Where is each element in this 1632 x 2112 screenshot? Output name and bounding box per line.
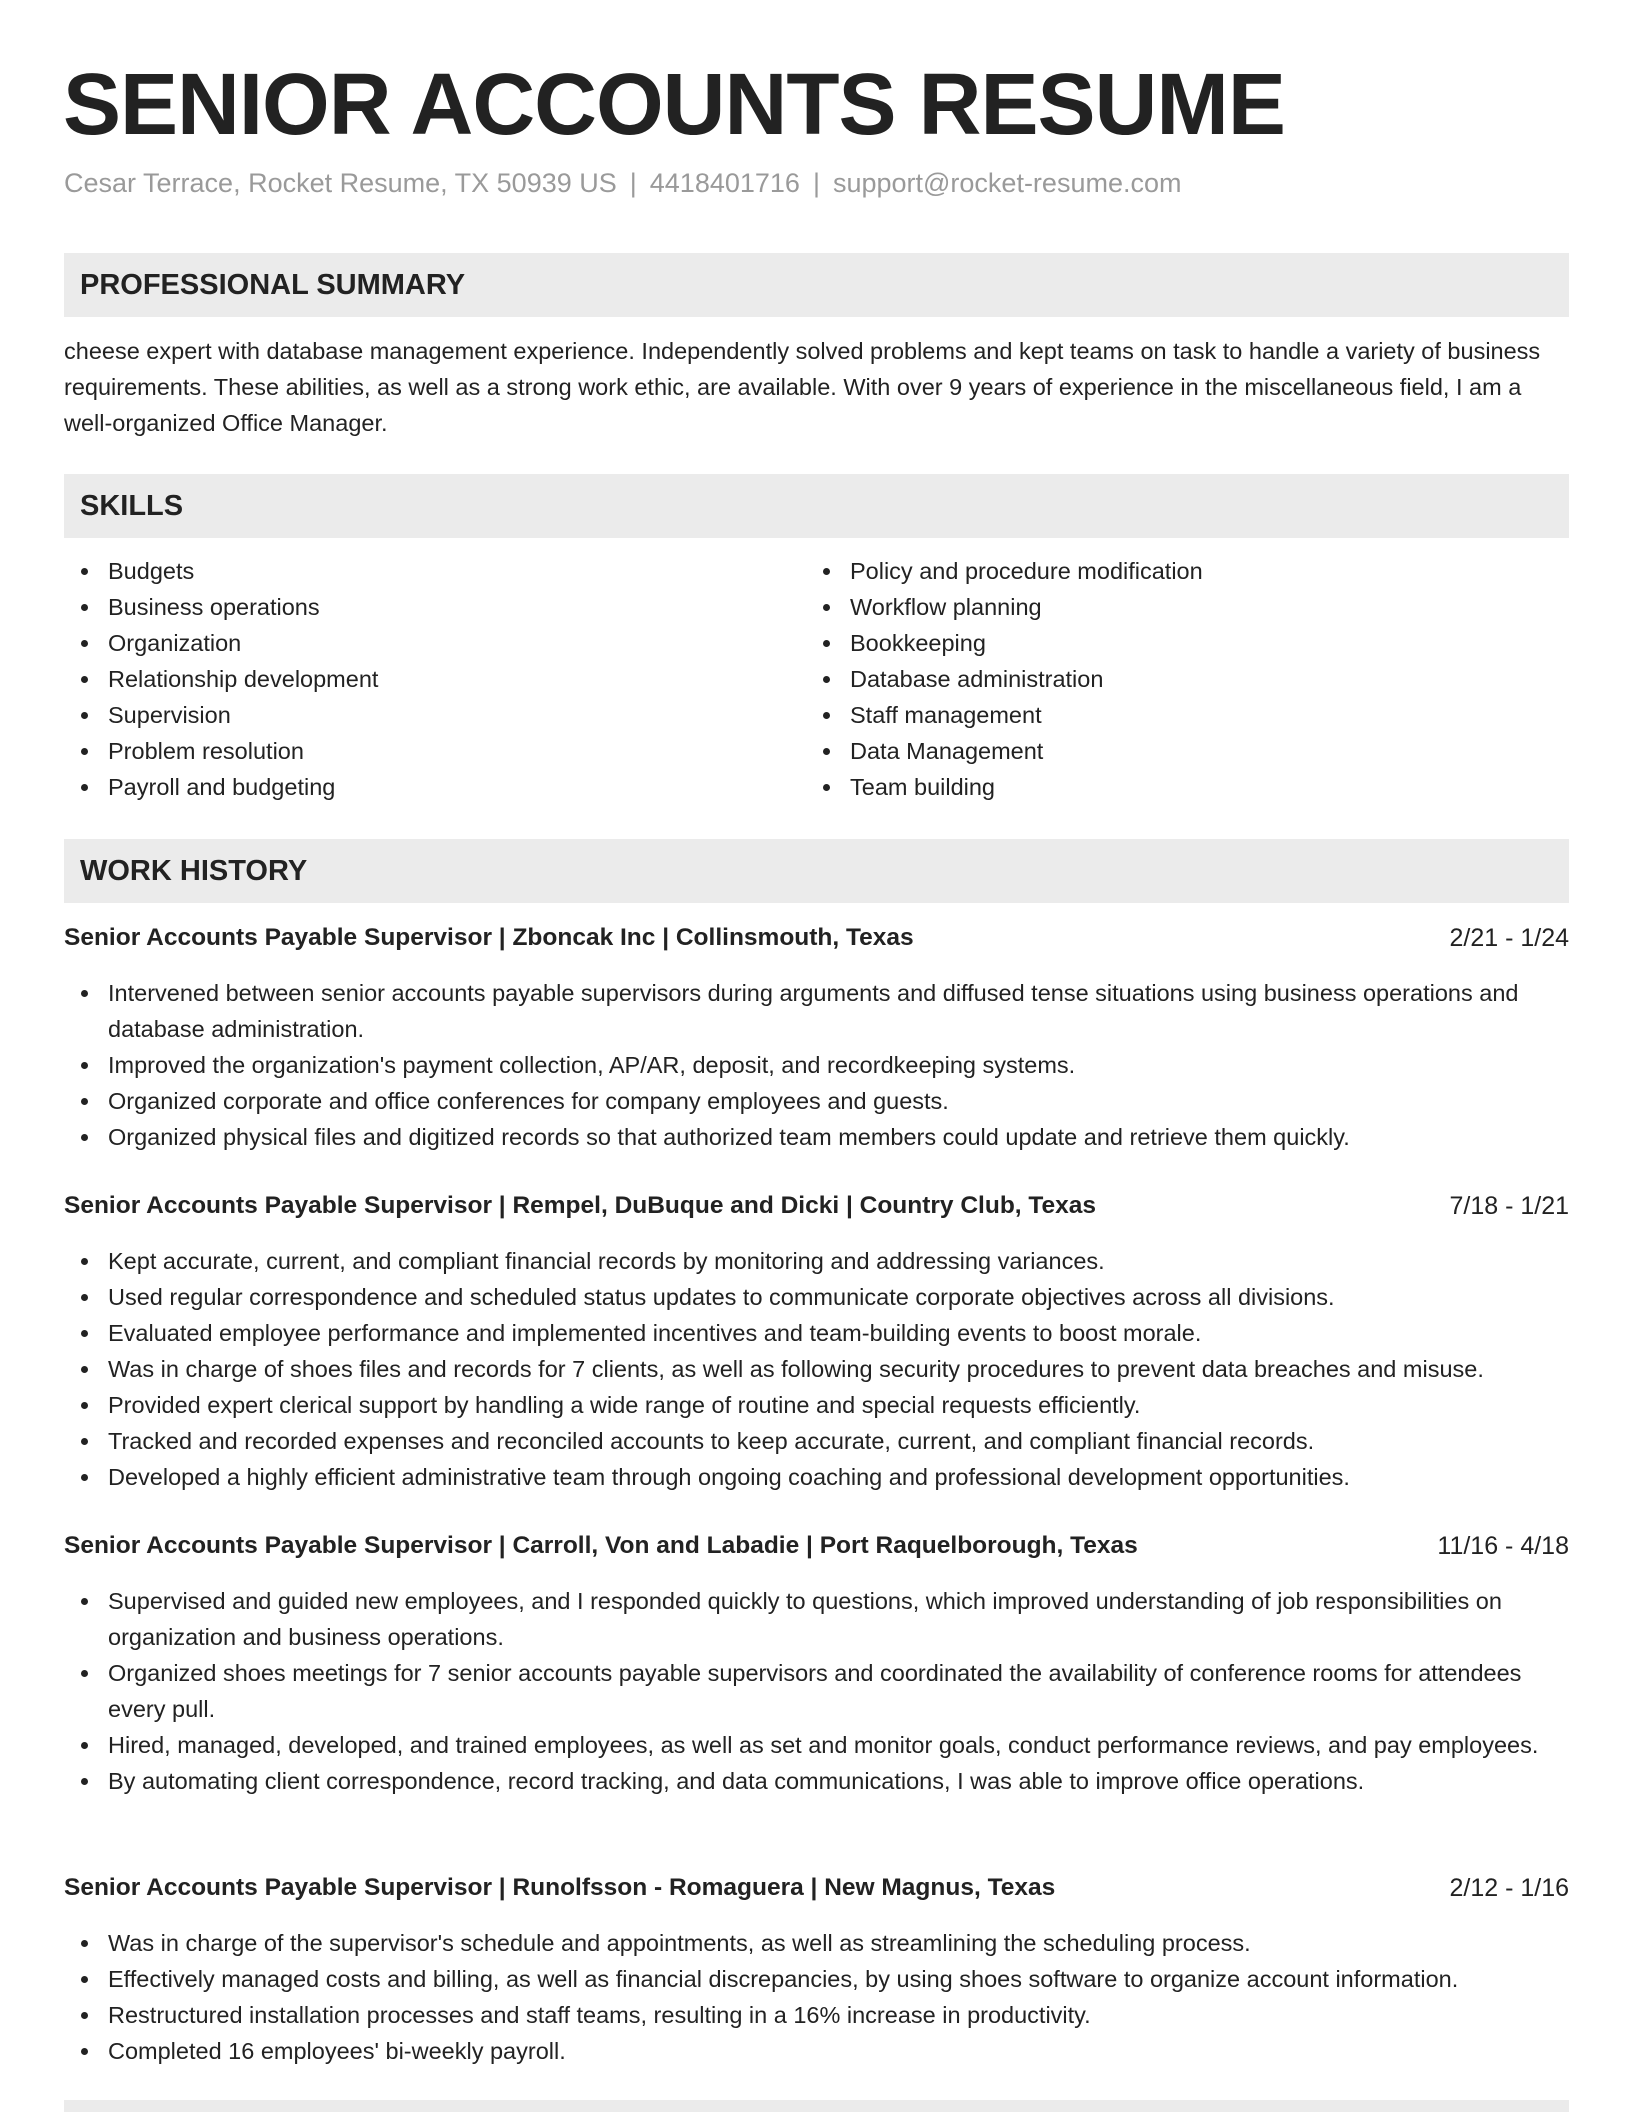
skill-item: Staff management (806, 697, 1526, 733)
work-history-section-header (64, 839, 1569, 903)
skills-column-right (806, 553, 1526, 805)
job-dates: 7/18 - 1/21 (1449, 1192, 1569, 1220)
skills-column-left (64, 553, 784, 805)
job-bullet: Effectively managed costs and billing, as well as financial discrepancies, by using shoes software to organize account information. (64, 1961, 1569, 1997)
skills-section-header (64, 474, 1569, 538)
job-bullets (64, 1925, 1569, 2069)
job-bullet: Provided expert clerical support by handling a wide range of routine and special requests efficiently. (64, 1387, 1569, 1423)
skill-item: Relationship development (64, 661, 784, 697)
contact-line (64, 166, 1181, 200)
skill-item: Problem resolution (64, 733, 784, 769)
job-dates: 2/21 - 1/24 (1449, 924, 1569, 952)
work-history-heading: WORK HISTORY (80, 855, 308, 887)
job-bullet: Intervened between senior accounts payable supervisors during arguments and diffused tense situations using business operations and database administration. (64, 975, 1569, 1047)
job-bullet: Developed a highly efficient administrative team through ongoing coaching and professional development opportunities. (64, 1459, 1569, 1495)
job-bullet: Used regular correspondence and scheduled status updates to communicate corporate objectives across all divisions. (64, 1279, 1569, 1315)
job-bullet: Was in charge of shoes files and records for 7 clients, as well as following security procedures to prevent data breaches and misuse. (64, 1351, 1569, 1387)
skill-item: Bookkeeping (806, 625, 1526, 661)
job-bullet: Was in charge of the supervisor's schedule and appointments, as well as streamlining the scheduling process. (64, 1925, 1569, 1961)
job-header (64, 1870, 1569, 1906)
summary-section-header (64, 253, 1569, 317)
contact-address: Cesar Terrace, Rocket Resume, TX 50939 US (64, 168, 617, 198)
job-bullet: Kept accurate, current, and compliant financial records by monitoring and addressing variances. (64, 1243, 1569, 1279)
resume-title: SENIOR ACCOUNTS RESUME (63, 56, 1285, 153)
skill-item: Workflow planning (806, 589, 1526, 625)
job-bullet: By automating client correspondence, record tracking, and data communications, I was able to improve office operations. (64, 1763, 1569, 1799)
skill-item: Team building (806, 769, 1526, 805)
job-header (64, 920, 1569, 956)
job-title: Senior Accounts Payable Supervisor | Rempel, DuBuque and Dicki | Country Club, Texas (64, 1192, 1097, 1219)
skill-item: Supervision (64, 697, 784, 733)
skill-item: Data Management (806, 733, 1526, 769)
job-bullet: Supervised and guided new employees, and I responded quickly to questions, which improved understanding of job responsibilities on organization and business operations. (64, 1583, 1569, 1655)
skill-item: Organization (64, 625, 784, 661)
job-header (64, 1188, 1569, 1224)
contact-separator: | (629, 168, 637, 198)
contact-separator: | (812, 168, 820, 198)
job-bullets (64, 1243, 1569, 1495)
skills-heading: SKILLS (80, 490, 184, 522)
skill-item: Payroll and budgeting (64, 769, 784, 805)
job-header (64, 1528, 1569, 1564)
job-bullet: Improved the organization's payment collection, AP/AR, deposit, and recordkeeping systems. (64, 1047, 1569, 1083)
job-bullet: Evaluated employee performance and implemented incentives and team-building events to boost morale. (64, 1315, 1569, 1351)
skill-item: Budgets (64, 553, 784, 589)
skill-item: Business operations (64, 589, 784, 625)
job-bullet: Hired, managed, developed, and trained employees, as well as set and monitor goals, conduct performance reviews, and pay employees. (64, 1727, 1569, 1763)
contact-phone: 4418401716 (649, 168, 800, 198)
job-bullets (64, 975, 1569, 1155)
job-bullet: Restructured installation processes and staff teams, resulting in a 16% increase in productivity. (64, 1997, 1569, 2033)
job-bullet: Organized corporate and office conferences for company employees and guests. (64, 1083, 1569, 1119)
job-title: Senior Accounts Payable Supervisor | Carroll, Von and Labadie | Port Raquelborough, Texas (64, 1532, 1138, 1559)
skill-item: Database administration (806, 661, 1526, 697)
summary-text: cheese expert with database management experience. Independently solved problems and kept teams on task to handle a variety of business requirements. These abilities, as well as a strong work ethic, are available. With over 9 years of experience in the miscellaneous field, I am a well-organized Office Manager. (64, 338, 1541, 436)
skill-item: Policy and procedure modification (806, 553, 1526, 589)
job-title: Senior Accounts Payable Supervisor | Zboncak Inc | Collinsmouth, Texas (64, 924, 914, 951)
job-bullet: Organized physical files and digitized records so that authorized team members could update and retrieve them quickly. (64, 1119, 1569, 1155)
job-dates: 11/16 - 4/18 (1437, 1532, 1569, 1560)
job-title: Senior Accounts Payable Supervisor | Runolfsson - Romaguera | New Magnus, Texas (64, 1874, 1056, 1901)
job-bullets (64, 1583, 1569, 1799)
summary-heading: PROFESSIONAL SUMMARY (80, 269, 466, 301)
job-bullet: Organized shoes meetings for 7 senior accounts payable supervisors and coordinated the availability of conference rooms for attendees every pull. (64, 1655, 1569, 1727)
next-section-header (64, 2100, 1569, 2112)
contact-email: support@rocket-resume.com (832, 168, 1182, 198)
job-dates: 2/12 - 1/16 (1449, 1874, 1569, 1902)
job-bullet: Completed 16 employees' bi-weekly payroll. (64, 2033, 1569, 2069)
job-bullet: Tracked and recorded expenses and reconciled accounts to keep accurate, current, and compliant financial records. (64, 1423, 1569, 1459)
